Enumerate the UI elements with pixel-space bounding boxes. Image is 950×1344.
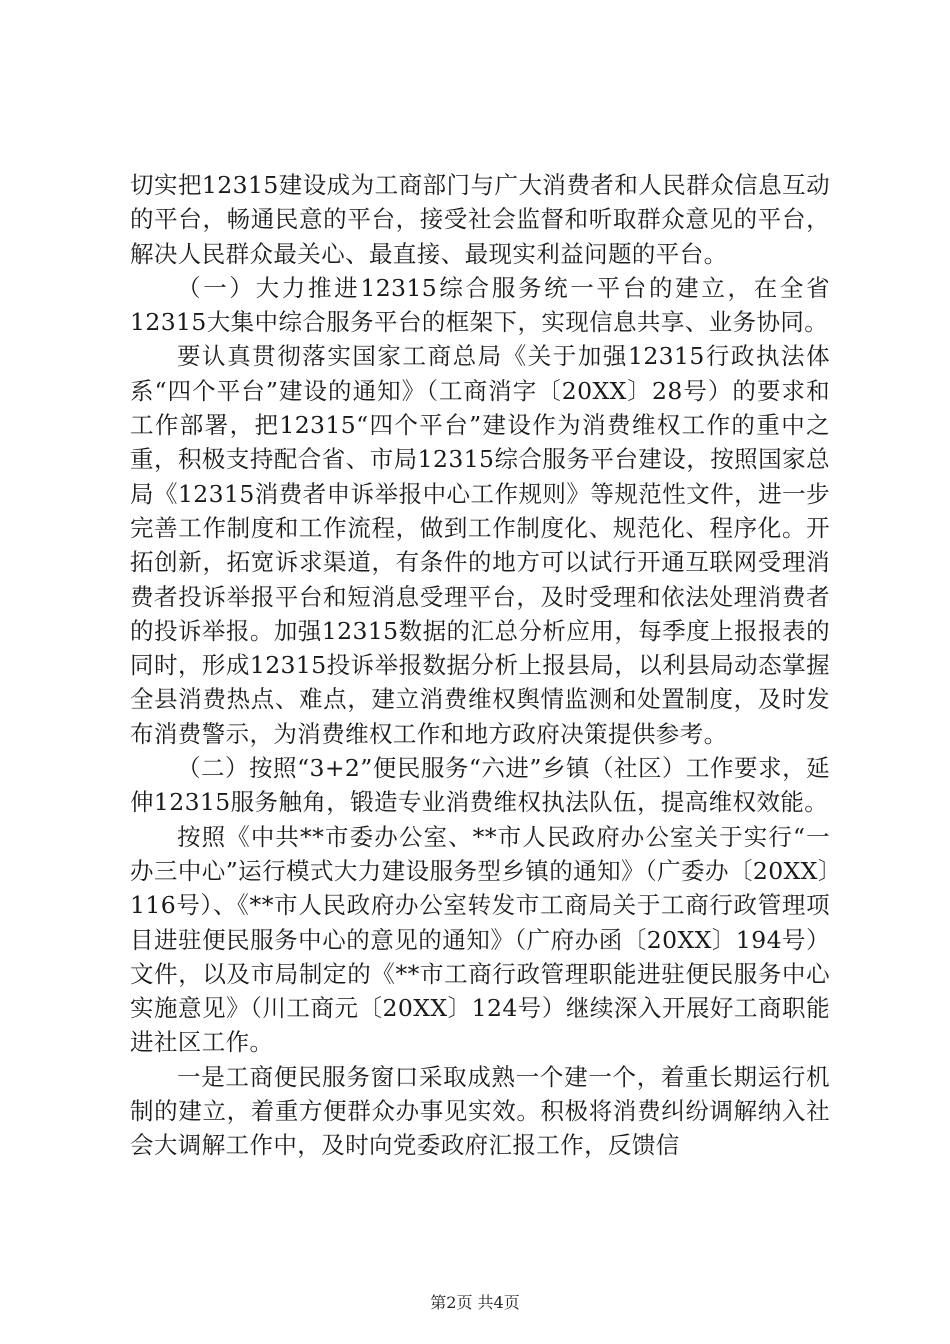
paragraph-continuation: 切实把12315建设成为工商部门与广大消费者和人民群众信息互动的平台，畅通民意的平台，接受社会监督和听取群众意见的平台，解决人民群众最关心、最直接、最现实利益问题的平台。 <box>130 171 830 268</box>
page-number-footer: 第2页 共4页 <box>430 1293 520 1312</box>
paragraph-section-2-heading: （二）按照“3+2”便民服务“六进”乡镇（社区）工作要求，延伸12315服务触角，锻造专业消费维权执法队伍，提高维权效能。 <box>130 754 830 817</box>
paragraph-section-1-heading: （一）大力推进12315综合服务统一平台的建立，在全省12315大集中综合服务平台的框架下，实现信息共享、业务协同。 <box>130 273 830 337</box>
paragraph-section-2-item-1: 一是工商便民服务窗口采取成熟一个建一个，着重长期运行机制的建立，着重方便群众办事见实效。积极将消费纠纷调解纳入社会大调解工作中，及时向党委政府汇报工作，反馈信 <box>130 1062 830 1160</box>
document-body <box>130 168 830 1163</box>
paragraph-section-2-body: 按照《中共**市委办公室、**市人民政府办公室关于实行“一办三中心”运行模式大力建设服务型乡镇的通知》（广委办〔20XX〕116号）、《**市人民政府办公室转发市工商局关于工商行政管理项目进驻便民服务中心的意见的通知》（广府办函〔20XX〕194号）文件，以及市局制定的《**市工商行政管理职能进驻便民服务中心实施意见》（川工商元〔20XX〕124号）继续深入开展好工商职能进社区工作。 <box>130 822 830 1057</box>
paragraph-section-1-body: 要认真贯彻落实国家工商总局《关于加强12315行政执法体系“四个平台”建设的通知》（工商消字〔20XX〕28号）的要求和工作部署，把12315“四个平台”建设作为消费维权工作的重中之重，积极支持配合省、市局12315综合服务平台建设，按照国家总局《12315消费者申诉举报中心工作规则》等规范性文件，进一步完善工作制度和工作流程，做到工作制度化、规范化、程序化。开拓创新，拓宽诉求渠道，有条件的地方可以试行开通互联网受理消费者投诉举报平台和短消息受理平台，及时受理和依法处理消费者的投诉举报。加强12315数据的汇总分析应用，每季度上报报表的同时，形成12315投诉举报数据分析上报县局，以利县局动态掌握全县消费热点、难点，建立消费维权舆情监测和处置制度，及时发布消费警示，为消费维权工作和地方政府决策提供参考。 <box>130 342 830 748</box>
